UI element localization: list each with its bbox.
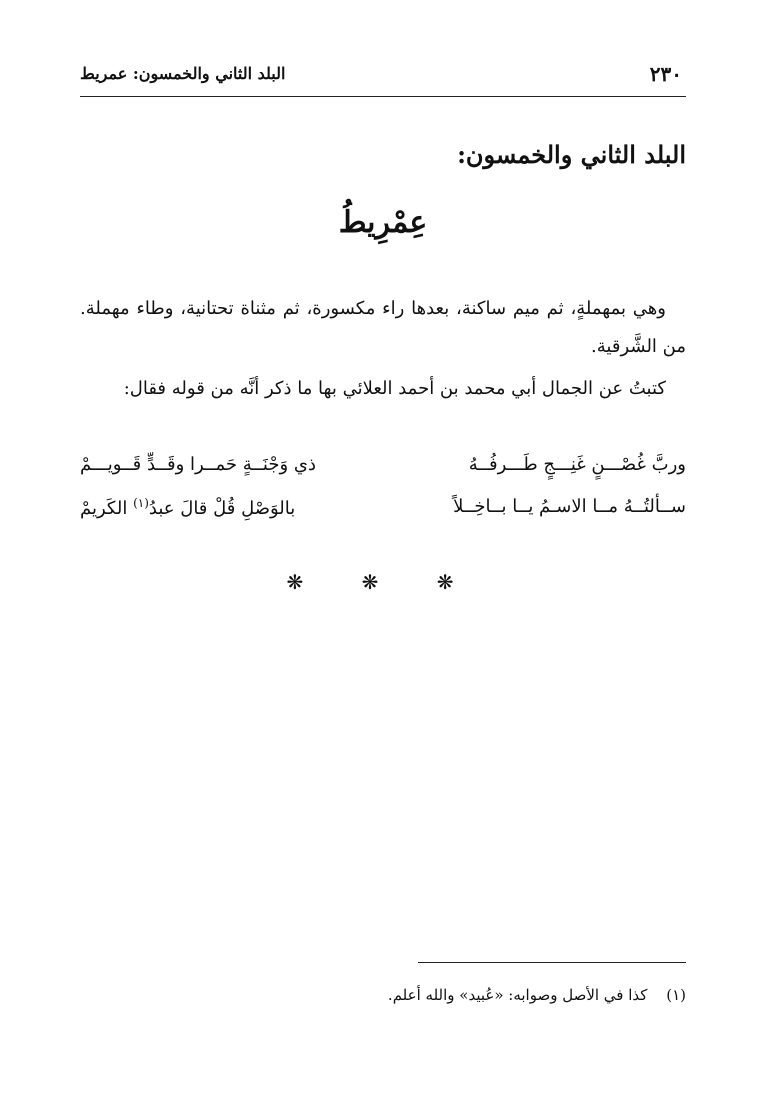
running-header bbox=[80, 62, 686, 92]
verse-first-hemistich: ســألتُــهُ مــا الاسـمُ يــا بــاخِــلاً bbox=[453, 496, 686, 517]
verse-text: بالوَصْلِ قُلْ قالَ عبدُ bbox=[148, 498, 296, 519]
verse-second-hemistich: ذي وَجْنَــةٍ حَمــرا وقَــدٍّ قَــويـــمْ bbox=[80, 454, 317, 475]
paragraph-pronunciation: وهي بمهملةٍ، ثم ميم ساكنة، بعدها راء مكسورة، ثم مثناة تحتانية، وطاء مهملة. من الشَّرقية. bbox=[80, 298, 686, 357]
paragraph-source: كتبتُ عن الجمال أبي محمد بن أحمد العلائي بها ما ذكر أنَّه من قوله فقال: bbox=[123, 378, 666, 399]
header-rule bbox=[80, 96, 686, 97]
section-separator: ❋ ❋ ❋ bbox=[286, 570, 480, 594]
poem-verse bbox=[80, 448, 686, 488]
footnote-number: (١) bbox=[666, 986, 686, 1004]
footnote-marker: (١) bbox=[133, 496, 149, 510]
verse-text: الكَريمْ bbox=[80, 498, 134, 519]
footnote-text: كذا في الأصل وصوابه: «عُبيد» والله أعلم. bbox=[387, 986, 648, 1004]
verse-first-hemistich: وربَّ غُصْـــنٍ غَنِـــجٍ طَـــرفُــهُ bbox=[468, 454, 686, 475]
verse-second-hemistich bbox=[80, 496, 295, 519]
running-title: البلد الثاني والخمسون: عمريط bbox=[80, 64, 286, 83]
place-name-title: عِمْرِيطُ bbox=[338, 205, 428, 240]
footnote-rule bbox=[418, 962, 686, 963]
page-number: ٢٣٠ bbox=[649, 62, 682, 86]
poem-verse bbox=[80, 490, 686, 530]
footnote bbox=[388, 986, 686, 1004]
chapter-heading: البلد الثاني والخمسون: bbox=[457, 140, 686, 169]
